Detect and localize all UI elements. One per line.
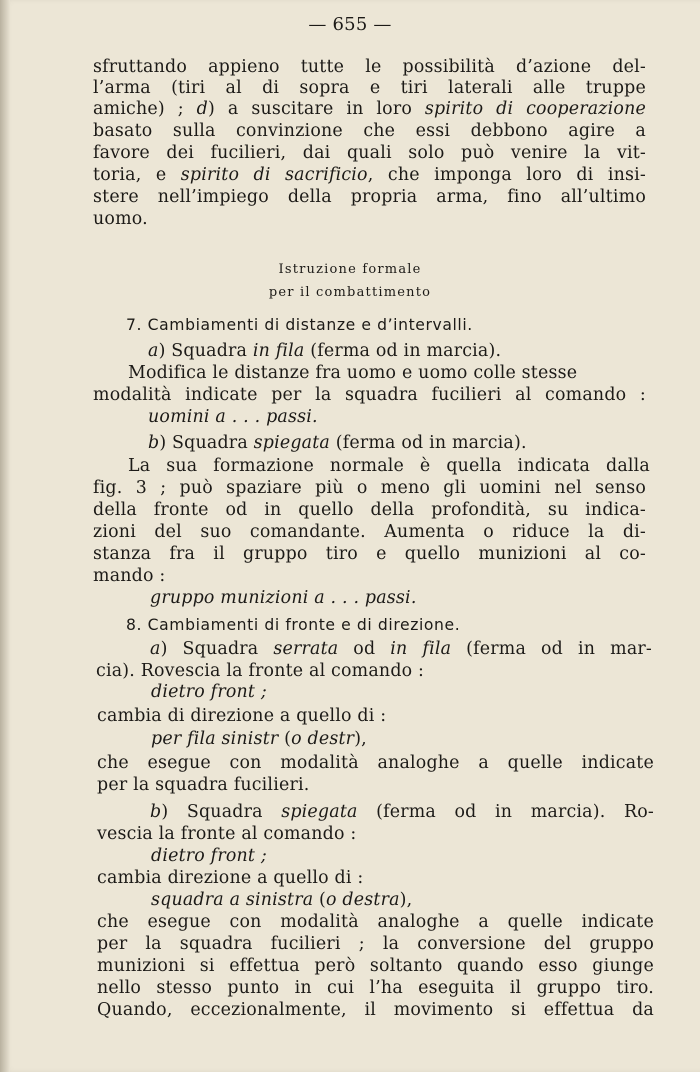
text-line: basato sulla convinzione che essi debbono agire a	[93, 121, 646, 141]
text-line: della fronte od in quello della profondità, su indica-	[93, 500, 646, 520]
section-heading: Istruzione formale	[278, 262, 422, 277]
text-line: Modifica le distanze fra uomo e uomo colle stesse	[128, 363, 578, 383]
text-line: stere nell’impiego della propria arma, fino all’ultimo	[93, 187, 646, 207]
text-line: l’arma (tiri al di sopra e tiri laterali alle truppe	[93, 78, 646, 98]
text-line: modalità indicate per la squadra fucilieri al comando :	[93, 385, 646, 405]
text-line: mando :	[93, 566, 166, 586]
page-spine-shadow	[0, 0, 10, 1072]
text-line: stanza fra il gruppo tiro e quello munizioni al co-	[93, 544, 646, 564]
text-line: La sua formazione normale è quella indicata dalla	[128, 456, 650, 476]
text-line: amiche) ; d) a suscitare in loro spirito di cooperazione	[93, 99, 646, 119]
text-line: a) Squadra serrata od in fila (ferma od in mar-	[150, 639, 652, 659]
text-line: vescia la fronte al comando :	[97, 824, 357, 844]
text-line: cambia direzione a quello di :	[97, 868, 364, 888]
text-line: a) Squadra in fila (ferma od in marcia).	[148, 341, 502, 361]
command-line: per fila sinistr (o destr),	[151, 729, 367, 749]
text-line: per la squadra fucilieri ; la conversione del gruppo	[97, 934, 654, 954]
text-line: Quando, eccezionalmente, il movimento si effettua da	[97, 1000, 654, 1020]
text-line: cia). Rovescia la fronte al comando :	[96, 661, 425, 681]
text-line: toria, e spirito di sacrificio, che imponga loro di insi-	[93, 165, 646, 185]
text-line: munizioni si effettua però soltanto quando esso giunge	[97, 956, 654, 976]
text-line: b) Squadra spiegata (ferma od in marcia). Ro-	[150, 802, 655, 822]
text-line: zioni del suo comandante. Aumenta o riduce la di-	[93, 522, 646, 542]
text-line: uomo.	[93, 209, 148, 229]
text-line: che esegue con modalità analoghe a quelle indicate	[97, 912, 654, 932]
command-line: dietro front ;	[151, 846, 267, 866]
text-line: cambia di direzione a quello di :	[97, 706, 387, 726]
text-line: fig. 3 ; può spaziare più o meno gli uomini nel senso	[93, 478, 646, 498]
page-number: — 655 —	[308, 14, 392, 35]
text-line: per la squadra fucilieri.	[97, 775, 310, 795]
subsection-title-8: 8. Cambiamenti di fronte e di direzione.	[126, 616, 461, 634]
text-line: sfruttando appieno tutte le possibilità d’azione del-	[93, 57, 646, 77]
command-line: gruppo munizioni a . . . passi.	[150, 588, 417, 608]
command-line: squadra a sinistra (o destra),	[151, 890, 413, 910]
section-subheading: per il combattimento	[268, 285, 432, 300]
command-line: uomini a . . . passi.	[148, 407, 318, 427]
text-line: nello stesso punto in cui l’ha eseguita il gruppo tiro.	[97, 978, 654, 998]
command-line: dietro front ;	[151, 682, 267, 702]
subsection-title-7: 7. Cambiamenti di distanze e d’intervalli.	[126, 316, 473, 334]
text-line: b) Squadra spiegata (ferma od in marcia).	[148, 433, 527, 453]
text-line: favore dei fucilieri, dai quali solo può venire la vit-	[93, 143, 646, 163]
text-line: che esegue con modalità analoghe a quelle indicate	[97, 753, 654, 773]
